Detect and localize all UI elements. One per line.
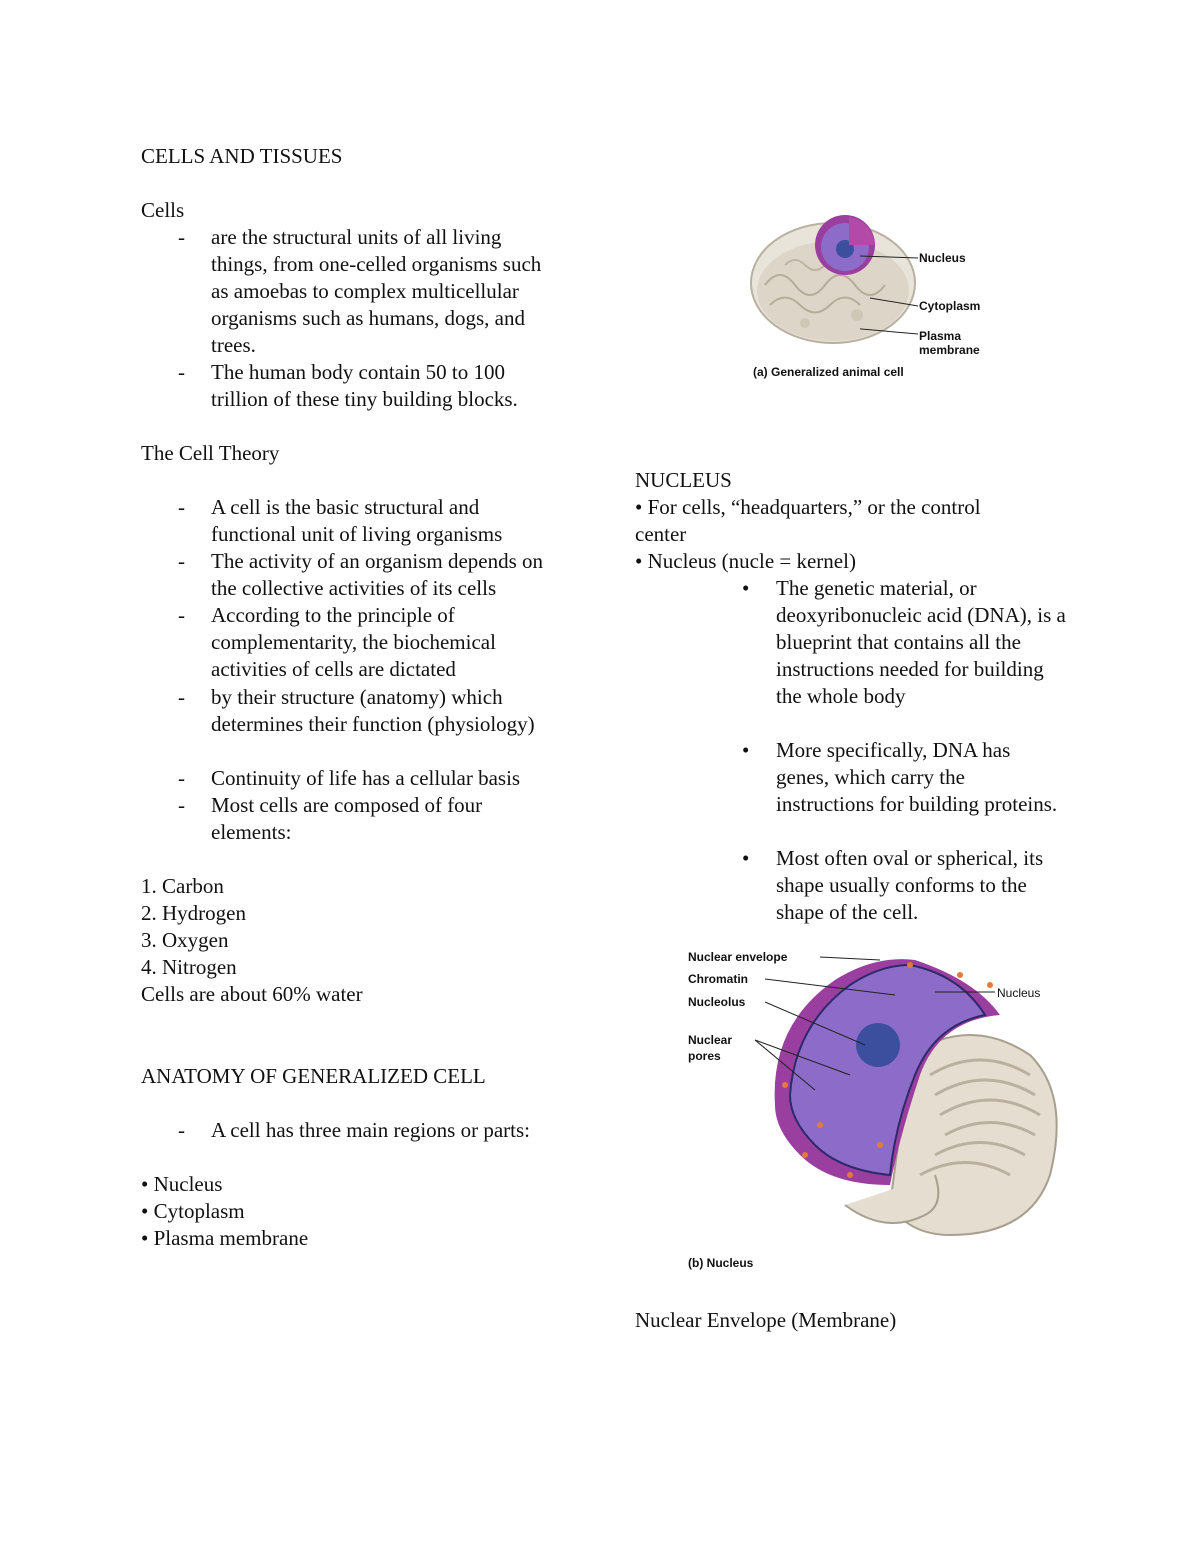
dash-marker: -: [178, 549, 185, 573]
label-nucleus-b: Nucleus: [997, 986, 1041, 1000]
dash-marker: -: [178, 685, 185, 709]
dash-marker: -: [178, 766, 185, 790]
element-4: 4. Nitrogen: [141, 955, 237, 979]
theory-item-5: Continuity of life has a cellular basis: [211, 766, 521, 790]
page-title: CELLS AND TISSUES: [141, 144, 343, 168]
label-plasma-a-2: membrane: [919, 343, 980, 357]
nucleus-heading: NUCLEUS: [635, 468, 732, 492]
nucleus-bullet-2: More specifically, DNA has genes, which carry the instructions for building proteins.: [776, 738, 1058, 816]
theory-item-4: by their structure (anatomy) which determines their function (physiology): [211, 685, 535, 736]
nuclear-envelope-heading: Nuclear Envelope (Membrane): [635, 1308, 897, 1332]
dash-marker: -: [178, 495, 185, 519]
label-chromatin: Chromatin: [688, 972, 748, 986]
element-3: 3. Oxygen: [141, 928, 229, 952]
element-2: 2. Hydrogen: [141, 901, 246, 925]
label-nuclear-envelope: Nuclear envelope: [688, 950, 788, 964]
cells-item-2: The human body contain 50 to 100 trillion of these tiny building blocks.: [211, 360, 518, 411]
nucleus-line-2: center: [635, 522, 687, 546]
anatomy-heading: ANATOMY OF GENERALIZED CELL: [141, 1064, 486, 1088]
figure-a-leader-lines: [860, 250, 920, 340]
figure-b-caption: (b) Nucleus: [688, 1256, 754, 1270]
dash-marker: -: [178, 1118, 185, 1142]
part-nucleus: • Nucleus: [141, 1172, 223, 1196]
label-nuclear-pores-1: Nuclear: [688, 1033, 733, 1047]
cell-theory-heading: The Cell Theory: [141, 441, 280, 465]
figure-a-caption: (a) Generalized animal cell: [753, 365, 904, 379]
part-cytoplasm: • Cytoplasm: [141, 1199, 245, 1223]
figure-b-leader-lines: [755, 950, 1015, 1100]
dash-marker: -: [178, 793, 185, 817]
dash-marker: -: [178, 225, 185, 249]
nucleus-line-1: • For cells, “headquarters,” or the control: [635, 495, 981, 519]
dash-marker: -: [178, 603, 185, 627]
theory-item-6: Most cells are composed of four elements:: [211, 793, 483, 844]
label-nuclear-pores-2: pores: [688, 1049, 721, 1063]
theory-item-1: A cell is the basic structural and functional unit of living organisms: [211, 495, 503, 546]
element-1: 1. Carbon: [141, 874, 224, 898]
theory-item-2: The activity of an organism depends on the collective activities of its cells: [211, 549, 544, 600]
nucleus-bullet-1: The genetic material, or deoxyribonucleic acid (DNA), is a blueprint that contains all the instructions needed for building the whole body: [776, 576, 1066, 708]
label-cytoplasm-a: Cytoplasm: [919, 299, 981, 313]
bullet-marker: •: [742, 576, 750, 600]
label-nucleus-a: Nucleus: [919, 251, 966, 265]
cells-item-1: are the structural units of all living things, from one-celled organisms such as amoebas to complex multicellular organisms such as humans, dogs, and trees.: [211, 225, 542, 357]
anatomy-item: A cell has three main regions or parts:: [211, 1118, 530, 1142]
label-nucleolus: Nucleolus: [688, 995, 746, 1009]
bullet-marker: •: [742, 846, 750, 870]
cells-heading: Cells: [141, 198, 185, 222]
label-plasma-a-1: Plasma: [919, 329, 962, 343]
dash-marker: -: [178, 360, 185, 384]
theory-item-3: According to the principle of complementarity, the biochemical activities of cells are dictated: [211, 603, 496, 681]
part-plasma-membrane: • Plasma membrane: [141, 1226, 309, 1250]
bullet-marker: •: [742, 738, 750, 762]
nucleus-bullet-3: Most often oval or spherical, its shape usually conforms to the shape of the cell.: [776, 846, 1044, 924]
water-note: Cells are about 60% water: [141, 982, 363, 1006]
nucleus-line-3: • Nucleus (nucle = kernel): [635, 549, 856, 573]
